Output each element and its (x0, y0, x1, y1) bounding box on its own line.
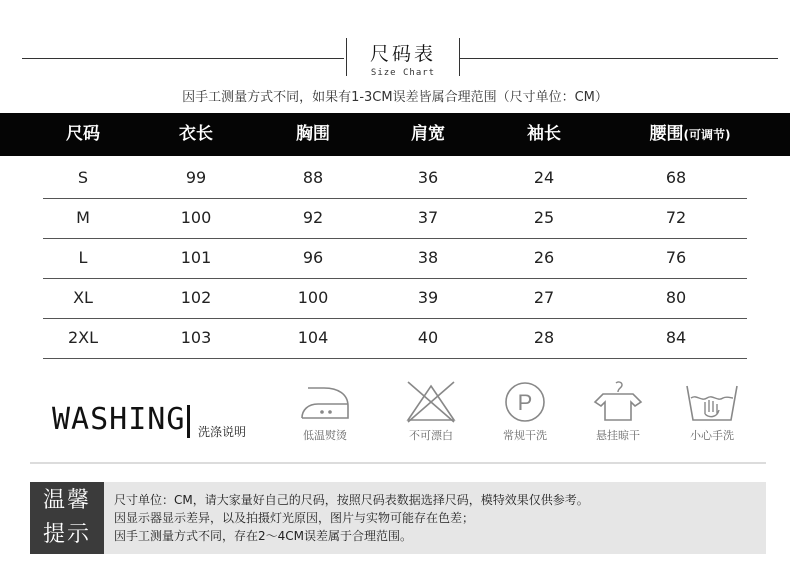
cell-shoulder: 39 (417, 288, 439, 307)
care-label-iron: 低温熨烫 (303, 429, 347, 442)
tips-tag (30, 482, 104, 554)
header-waist-label: 腰围 (649, 124, 684, 144)
header-waist-suffix: (可调节) (683, 128, 731, 142)
cell-waist: 72 (665, 208, 687, 227)
cell-waist: 68 (665, 168, 687, 187)
cell-size: M (76, 208, 90, 227)
washing-subtitle: 洗涤说明 (198, 425, 247, 439)
no-bleach-icon (400, 380, 462, 424)
cell-size: 2XL (67, 328, 99, 347)
header-length: 衣长 (179, 124, 213, 144)
care-item-iron (290, 380, 360, 443)
cell-waist: 84 (665, 328, 687, 347)
care-label-bleach: 不可漂白 (409, 429, 453, 442)
page-title: 尺码表 (369, 43, 436, 65)
cell-sleeve: 27 (533, 288, 555, 307)
care-label-dryclean: 常规干洗 (503, 429, 547, 442)
low-temp-iron-icon (294, 380, 356, 424)
care-item-bleach (396, 380, 466, 443)
cell-length: 102 (180, 288, 212, 307)
washing-divider (187, 405, 190, 438)
table-row (43, 278, 747, 319)
cell-chest: 96 (302, 248, 324, 267)
title-line-right (460, 58, 778, 59)
cell-sleeve: 28 (533, 328, 555, 347)
table-header (0, 113, 790, 156)
cell-chest: 88 (302, 168, 324, 187)
tip-line: 尺寸单位：CM，请大家量好自己的尺码，按照尺码表数据选择尺码，模特效果仅供参考。 (114, 493, 589, 507)
hand-wash-icon (681, 380, 743, 424)
table-row (43, 238, 747, 279)
cell-chest: 100 (297, 288, 329, 307)
cell-size: XL (73, 288, 93, 307)
header-chest: 胸围 (296, 124, 330, 144)
cell-length: 100 (180, 208, 212, 227)
measurement-note: 因手工测量方式不同，如果有1-3CM误差皆属合理范围（尺寸单位：CM） (182, 90, 608, 105)
page-subtitle: Size Chart (370, 68, 436, 78)
tip-line: 因显示器显示差异，以及拍摄灯光原因，图片与实物可能存在色差； (114, 511, 475, 525)
cell-size: L (78, 248, 88, 267)
cell-shoulder: 36 (417, 168, 439, 187)
hang-dry-icon (587, 380, 649, 424)
cell-sleeve: 26 (533, 248, 555, 267)
washing-title: WASHING (52, 402, 186, 437)
care-label-handwash: 小心手洗 (690, 429, 734, 442)
cell-size: S (77, 168, 89, 187)
title-line-left (22, 58, 344, 59)
dry-clean-glyph: P (517, 390, 533, 415)
header-shoulder: 肩宽 (411, 124, 445, 144)
header-sleeve: 袖长 (527, 124, 561, 144)
cell-sleeve: 25 (533, 208, 555, 227)
cell-length: 103 (180, 328, 212, 347)
cell-chest: 104 (297, 328, 329, 347)
table-row (43, 318, 747, 359)
header-waist (620, 113, 760, 156)
table-row (43, 198, 747, 239)
cell-shoulder: 40 (417, 328, 439, 347)
cell-sleeve: 24 (533, 168, 555, 187)
table-row (43, 158, 747, 199)
title-box (346, 38, 460, 76)
care-label-hang: 悬挂晾干 (596, 429, 640, 442)
cell-shoulder: 37 (417, 208, 439, 227)
header-size: 尺码 (66, 124, 100, 144)
cell-chest: 92 (302, 208, 324, 227)
cell-waist: 76 (665, 248, 687, 267)
cell-shoulder: 38 (417, 248, 439, 267)
cell-waist: 80 (665, 288, 687, 307)
tips-tag-line2: 提示 (42, 522, 91, 547)
cell-length: 101 (180, 248, 212, 267)
tips-tag-line1: 温馨 (42, 488, 91, 513)
care-item-handwash (677, 380, 747, 443)
dry-clean-icon (494, 380, 556, 424)
section-divider (30, 462, 766, 464)
tip-line: 因手工测量方式不同，存在2～4CM误差属于合理范围。 (114, 529, 413, 543)
tips-text (114, 491, 589, 545)
care-item-dryclean (490, 380, 560, 443)
cell-length: 99 (185, 168, 207, 187)
care-item-hang (583, 380, 653, 443)
